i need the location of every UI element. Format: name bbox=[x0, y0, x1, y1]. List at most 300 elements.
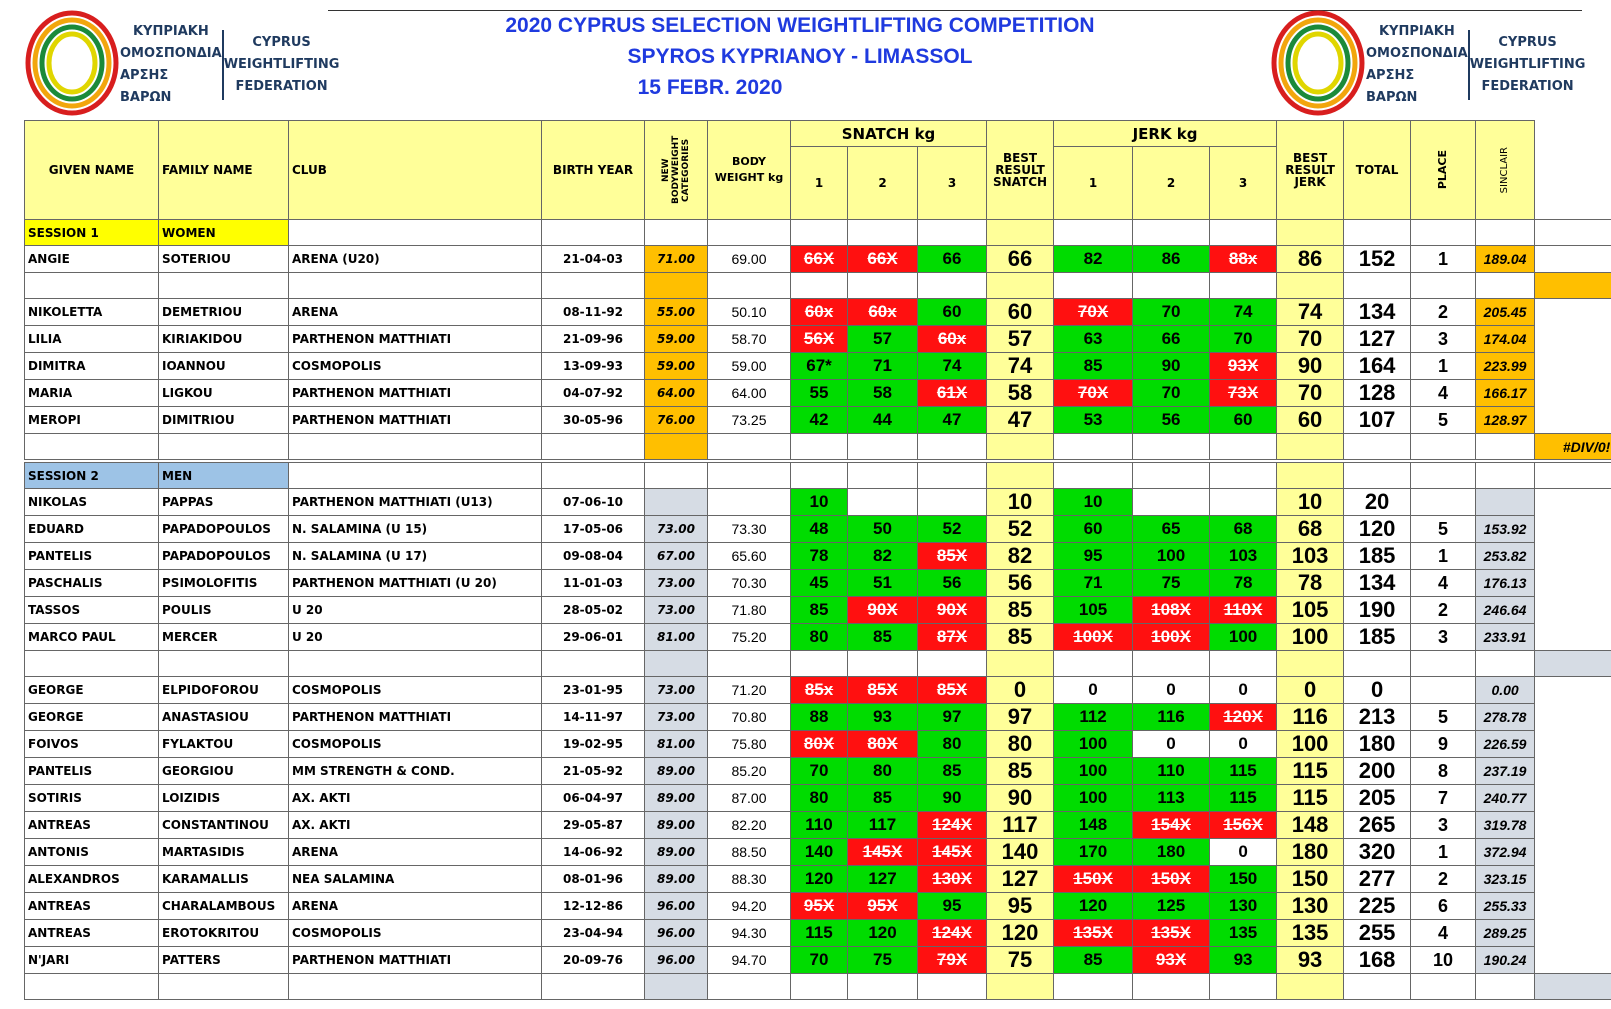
best-snatch-cell: 140 bbox=[987, 839, 1054, 866]
birth-year-cell: 30-05-96 bbox=[542, 407, 645, 434]
empty-cell bbox=[708, 273, 791, 299]
athlete-row bbox=[25, 866, 1611, 893]
best-jerk-cell: 103 bbox=[1277, 543, 1344, 570]
sinclair-cell: 323.15 bbox=[1476, 866, 1535, 893]
jerk-attempt-2: 116 bbox=[1133, 704, 1210, 731]
jerk-attempt-2: 90 bbox=[1133, 353, 1210, 380]
birth-year-cell: 17-05-06 bbox=[542, 516, 645, 543]
empty-cell bbox=[708, 220, 791, 246]
logo-english-line-3: FEDERATION bbox=[1481, 79, 1574, 94]
given-name-cell: SOTIRIS bbox=[25, 785, 159, 812]
birth-year-cell: 29-06-01 bbox=[542, 624, 645, 651]
jerk-attempt-2 bbox=[1133, 489, 1210, 516]
empty-cell bbox=[1054, 461, 1133, 489]
best-jerk-cell: 115 bbox=[1277, 758, 1344, 785]
total-cell: 128 bbox=[1344, 380, 1411, 407]
best-snatch-cell: 66 bbox=[987, 246, 1054, 273]
empty-cell bbox=[848, 273, 918, 299]
jerk-attempt-2: 154X bbox=[1133, 812, 1210, 839]
birth-year-cell: 28-05-02 bbox=[542, 597, 645, 624]
federation-logo-right bbox=[1270, 10, 1586, 116]
empty-cell bbox=[987, 651, 1054, 677]
empty-cell bbox=[25, 273, 159, 299]
snatch-attempt-2: 51 bbox=[848, 570, 918, 597]
club-cell: AX. AKTI bbox=[289, 812, 542, 839]
place-cell: 9 bbox=[1411, 731, 1476, 758]
birth-year-cell: 09-08-04 bbox=[542, 543, 645, 570]
place-cell: 4 bbox=[1411, 570, 1476, 597]
jerk-attempt-2: 0 bbox=[1133, 677, 1210, 704]
snatch-attempt-3: 47 bbox=[918, 407, 987, 434]
best-snatch-cell: 85 bbox=[987, 597, 1054, 624]
body-weight-cell: 88.30 bbox=[708, 866, 791, 893]
place-cell: 6 bbox=[1411, 893, 1476, 920]
given-name-cell: TASSOS bbox=[25, 597, 159, 624]
sinclair-cell bbox=[1535, 273, 1611, 299]
club-cell: U 20 bbox=[289, 597, 542, 624]
body-weight-cell: 71.80 bbox=[708, 597, 791, 624]
place-cell: 2 bbox=[1411, 866, 1476, 893]
given-name-cell: ANTREAS bbox=[25, 893, 159, 920]
empty-cell bbox=[708, 434, 791, 462]
club-cell: PARTHENON MATTHIATI (U 20) bbox=[289, 570, 542, 597]
family-name-cell: KARAMALLIS bbox=[159, 866, 289, 893]
jerk-attempt-1: 100 bbox=[1054, 731, 1133, 758]
empty-cell bbox=[159, 434, 289, 462]
athlete-row bbox=[25, 380, 1611, 407]
category-cell: 73.00 bbox=[645, 516, 708, 543]
snatch-attempt-2: 90X bbox=[848, 597, 918, 624]
total-cell: 277 bbox=[1344, 866, 1411, 893]
body-weight-cell: 64.00 bbox=[708, 380, 791, 407]
jerk-attempt-2: 70 bbox=[1133, 380, 1210, 407]
snatch-attempt-2: 71 bbox=[848, 353, 918, 380]
empty-cell bbox=[1277, 461, 1344, 489]
category-cell: 73.00 bbox=[645, 570, 708, 597]
header-row-groups bbox=[25, 121, 1611, 147]
empty-cell bbox=[542, 461, 645, 489]
athlete-row bbox=[25, 812, 1611, 839]
given-name-cell: MARIA bbox=[25, 380, 159, 407]
empty-cell bbox=[1535, 461, 1611, 489]
body-weight-cell: 94.20 bbox=[708, 893, 791, 920]
family-name-cell: PSIMOLOFITIS bbox=[159, 570, 289, 597]
place-cell: 5 bbox=[1411, 516, 1476, 543]
empty-cell bbox=[1411, 273, 1476, 299]
place-cell: 2 bbox=[1411, 597, 1476, 624]
empty-cell bbox=[848, 461, 918, 489]
best-snatch-cell: 82 bbox=[987, 543, 1054, 570]
empty-cell bbox=[1210, 651, 1277, 677]
snatch-attempt-3: 80 bbox=[918, 731, 987, 758]
snatch-attempt-2: 85 bbox=[848, 624, 918, 651]
empty-cell bbox=[1054, 434, 1133, 462]
empty-cell bbox=[918, 651, 987, 677]
snatch-attempt-3: 52 bbox=[918, 516, 987, 543]
jerk-attempt-3: 73X bbox=[1210, 380, 1277, 407]
empty-cell bbox=[1210, 434, 1277, 462]
empty-cell bbox=[1476, 273, 1535, 299]
empty-cell bbox=[25, 434, 159, 462]
category-cell: 55.00 bbox=[645, 299, 708, 326]
best-snatch-cell: 90 bbox=[987, 785, 1054, 812]
best-jerk-cell: 130 bbox=[1277, 893, 1344, 920]
jerk-attempt-1: 112 bbox=[1054, 704, 1133, 731]
empty-cell bbox=[848, 434, 918, 462]
birth-year-cell: 20-09-76 bbox=[542, 947, 645, 974]
total-cell: 320 bbox=[1344, 839, 1411, 866]
session-group: WOMEN bbox=[159, 220, 289, 246]
jerk-attempt-1: 150X bbox=[1054, 866, 1133, 893]
total-cell: 185 bbox=[1344, 543, 1411, 570]
best-jerk-cell: 60 bbox=[1277, 407, 1344, 434]
snatch-attempt-3: 87X bbox=[918, 624, 987, 651]
col-header-sinclair-text: SINCLAIR bbox=[1499, 146, 1511, 194]
empty-cell bbox=[1344, 651, 1411, 677]
club-cell: N. SALAMINA (U 17) bbox=[289, 543, 542, 570]
body-weight-cell: 87.00 bbox=[708, 785, 791, 812]
body-weight-cell: 85.20 bbox=[708, 758, 791, 785]
family-name-cell: IOANNOU bbox=[159, 353, 289, 380]
total-cell: 225 bbox=[1344, 893, 1411, 920]
competition-venue: SPYROS KYPRIANOY - LIMASSOL bbox=[627, 45, 973, 68]
body-weight-cell: 70.80 bbox=[708, 704, 791, 731]
athlete-row bbox=[25, 326, 1611, 353]
jerk-attempt-3: 0 bbox=[1210, 731, 1277, 758]
logo-greek-line-3: ΑΡΣΗΣ ΒΑΡΩΝ bbox=[120, 68, 172, 105]
best-snatch-cell: 117 bbox=[987, 812, 1054, 839]
body-weight-cell bbox=[708, 489, 791, 516]
total-cell: 164 bbox=[1344, 353, 1411, 380]
snatch-attempt-3: 79X bbox=[918, 947, 987, 974]
club-cell: ARENA (U20) bbox=[289, 246, 542, 273]
snatch-attempt-3: 90X bbox=[918, 597, 987, 624]
jerk-attempt-3: 93X bbox=[1210, 353, 1277, 380]
jerk-attempt-2: 93X bbox=[1133, 947, 1210, 974]
jerk-attempt-3: 74 bbox=[1210, 299, 1277, 326]
best-snatch-cell: 97 bbox=[987, 704, 1054, 731]
snatch-attempt-3: 124X bbox=[918, 920, 987, 947]
snatch-attempt-1: 48 bbox=[791, 516, 848, 543]
snatch-attempt-1: 55 bbox=[791, 380, 848, 407]
snatch-attempt-3 bbox=[918, 489, 987, 516]
body-weight-cell: 82.20 bbox=[708, 812, 791, 839]
snatch-attempt-2: 85X bbox=[848, 677, 918, 704]
jerk-attempt-3: 120X bbox=[1210, 704, 1277, 731]
snatch-attempt-2: 82 bbox=[848, 543, 918, 570]
col-header-jerk-2: 2 bbox=[1133, 147, 1210, 220]
empty-cell bbox=[987, 974, 1054, 1000]
jerk-attempt-1: 71 bbox=[1054, 570, 1133, 597]
place-cell: 5 bbox=[1411, 704, 1476, 731]
sinclair-cell: 253.82 bbox=[1476, 543, 1535, 570]
category-cell: 89.00 bbox=[645, 839, 708, 866]
family-name-cell: PAPPAS bbox=[159, 489, 289, 516]
logo-english-line-3: FEDERATION bbox=[235, 79, 328, 94]
snatch-attempt-1: 60x bbox=[791, 299, 848, 326]
snatch-attempt-2: 117 bbox=[848, 812, 918, 839]
col-header-jerk-3: 3 bbox=[1210, 147, 1277, 220]
given-name-cell: PANTELIS bbox=[25, 758, 159, 785]
snatch-attempt-1: 56X bbox=[791, 326, 848, 353]
birth-year-cell: 06-04-97 bbox=[542, 785, 645, 812]
snatch-attempt-1: 70 bbox=[791, 758, 848, 785]
club-cell: COSMOPOLIS bbox=[289, 731, 542, 758]
total-cell: 213 bbox=[1344, 704, 1411, 731]
jerk-attempt-1: 170 bbox=[1054, 839, 1133, 866]
jerk-attempt-3 bbox=[1210, 489, 1277, 516]
jerk-attempt-3: 130 bbox=[1210, 893, 1277, 920]
best-snatch-cell: 74 bbox=[987, 353, 1054, 380]
place-cell: 3 bbox=[1411, 624, 1476, 651]
logo-greek-line-3: ΑΡΣΗΣ ΒΑΡΩΝ bbox=[1366, 68, 1418, 105]
category-cell: 73.00 bbox=[645, 704, 708, 731]
snatch-attempt-2 bbox=[848, 489, 918, 516]
sinclair-cell: 226.59 bbox=[1476, 731, 1535, 758]
empty-cell bbox=[542, 974, 645, 1000]
empty-cell bbox=[542, 651, 645, 677]
empty-cell bbox=[1476, 461, 1535, 489]
category-cell: 73.00 bbox=[645, 597, 708, 624]
spacer-row bbox=[25, 434, 1611, 462]
col-header-snatch: SNATCH kg bbox=[791, 121, 987, 147]
snatch-attempt-3: 145X bbox=[918, 839, 987, 866]
athlete-row bbox=[25, 704, 1611, 731]
best-snatch-cell: 95 bbox=[987, 893, 1054, 920]
place-cell: 5 bbox=[1411, 407, 1476, 434]
category-cell: 96.00 bbox=[645, 920, 708, 947]
empty-cell bbox=[918, 220, 987, 246]
empty-cell bbox=[1054, 220, 1133, 246]
jerk-attempt-3: 156X bbox=[1210, 812, 1277, 839]
snatch-attempt-1: 80 bbox=[791, 785, 848, 812]
jerk-attempt-2: 135X bbox=[1133, 920, 1210, 947]
best-jerk-cell: 180 bbox=[1277, 839, 1344, 866]
session-row bbox=[25, 220, 1611, 246]
total-cell: 180 bbox=[1344, 731, 1411, 758]
birth-year-cell: 21-09-96 bbox=[542, 326, 645, 353]
snatch-attempt-2: 95X bbox=[848, 893, 918, 920]
family-name-cell: PAPADOPOULOS bbox=[159, 543, 289, 570]
best-jerk-cell: 74 bbox=[1277, 299, 1344, 326]
empty-cell bbox=[159, 273, 289, 299]
snatch-attempt-1: 66X bbox=[791, 246, 848, 273]
jerk-attempt-3: 88x bbox=[1210, 246, 1277, 273]
snatch-attempt-3: 90 bbox=[918, 785, 987, 812]
snatch-attempt-1: 42 bbox=[791, 407, 848, 434]
empty-cell bbox=[791, 434, 848, 462]
spacer-row bbox=[25, 974, 1611, 1000]
competition-title: 2020 CYPRUS SELECTION WEIGHTLIFTING COMPETITION bbox=[505, 14, 1095, 37]
category-cell: 81.00 bbox=[645, 731, 708, 758]
session-row bbox=[25, 461, 1611, 489]
club-cell: ARENA bbox=[289, 893, 542, 920]
total-cell: 168 bbox=[1344, 947, 1411, 974]
empty-cell bbox=[1344, 434, 1411, 462]
snatch-attempt-2: 50 bbox=[848, 516, 918, 543]
snatch-attempt-2: 93 bbox=[848, 704, 918, 731]
empty-cell bbox=[1133, 651, 1210, 677]
best-snatch-cell: 75 bbox=[987, 947, 1054, 974]
jerk-attempt-1: 70X bbox=[1054, 380, 1133, 407]
jerk-attempt-2: 65 bbox=[1133, 516, 1210, 543]
jerk-attempt-1: 100 bbox=[1054, 785, 1133, 812]
jerk-attempt-2: 100X bbox=[1133, 624, 1210, 651]
jerk-attempt-2: 110 bbox=[1133, 758, 1210, 785]
jerk-attempt-3: 115 bbox=[1210, 785, 1277, 812]
col-header-total: TOTAL bbox=[1344, 121, 1411, 220]
empty-cell bbox=[25, 974, 159, 1000]
snatch-attempt-3: 130X bbox=[918, 866, 987, 893]
empty-cell bbox=[25, 651, 159, 677]
jerk-attempt-1: 60 bbox=[1054, 516, 1133, 543]
logo-greek-line-2: ΟΜΟΣΠΟΝΔΙΑ bbox=[120, 46, 222, 61]
athlete-row bbox=[25, 624, 1611, 651]
empty-cell bbox=[708, 974, 791, 1000]
given-name-cell: MARCO PAUL bbox=[25, 624, 159, 651]
rings-logo-icon bbox=[24, 10, 120, 116]
club-cell: U 20 bbox=[289, 624, 542, 651]
jerk-attempt-1: 95 bbox=[1054, 543, 1133, 570]
jerk-attempt-3: 78 bbox=[1210, 570, 1277, 597]
total-cell: 127 bbox=[1344, 326, 1411, 353]
logo-english-line-1: CYPRUS bbox=[1498, 35, 1557, 50]
given-name-cell: DIMITRA bbox=[25, 353, 159, 380]
spacer-row bbox=[25, 273, 1611, 299]
empty-cell bbox=[1344, 974, 1411, 1000]
empty-cell bbox=[542, 220, 645, 246]
athlete-row bbox=[25, 947, 1611, 974]
snatch-attempt-3: 66 bbox=[918, 246, 987, 273]
empty-cell bbox=[289, 461, 542, 489]
total-cell: 134 bbox=[1344, 299, 1411, 326]
empty-cell bbox=[1411, 974, 1476, 1000]
athlete-row bbox=[25, 758, 1611, 785]
empty-cell bbox=[1344, 220, 1411, 246]
sinclair-cell: 174.04 bbox=[1476, 326, 1535, 353]
empty-cell bbox=[1411, 461, 1476, 489]
empty-cell bbox=[1277, 220, 1344, 246]
logo-english-line-2: WEIGHTLIFTING bbox=[223, 57, 340, 72]
family-name-cell: PAPADOPOULOS bbox=[159, 516, 289, 543]
snatch-attempt-1: 78 bbox=[791, 543, 848, 570]
col-header-place bbox=[1411, 121, 1476, 220]
sinclair-cell: 189.04 bbox=[1476, 246, 1535, 273]
snatch-attempt-1: 95X bbox=[791, 893, 848, 920]
rings-logo-icon bbox=[1270, 10, 1366, 116]
birth-year-cell: 23-01-95 bbox=[542, 677, 645, 704]
best-jerk-cell: 90 bbox=[1277, 353, 1344, 380]
total-cell: 152 bbox=[1344, 246, 1411, 273]
logo-greek-line-1: ΚΥΠΡΙΑΚΗ bbox=[1378, 24, 1455, 39]
place-cell: 1 bbox=[1411, 353, 1476, 380]
snatch-attempt-1: 85 bbox=[791, 597, 848, 624]
athlete-row bbox=[25, 677, 1611, 704]
empty-cell bbox=[1344, 273, 1411, 299]
snatch-attempt-1: 110 bbox=[791, 812, 848, 839]
snatch-attempt-3: 60 bbox=[918, 299, 987, 326]
empty-cell bbox=[1210, 220, 1277, 246]
total-cell: 190 bbox=[1344, 597, 1411, 624]
empty-cell bbox=[645, 434, 708, 462]
body-weight-cell: 75.20 bbox=[708, 624, 791, 651]
snatch-attempt-3: 56 bbox=[918, 570, 987, 597]
sinclair-cell: #DIV/0! bbox=[1535, 434, 1611, 462]
empty-cell bbox=[1411, 220, 1476, 246]
logo-english-line-1: CYPRUS bbox=[252, 35, 311, 50]
empty-cell bbox=[1277, 974, 1344, 1000]
empty-cell bbox=[1210, 974, 1277, 1000]
session-group: MEN bbox=[159, 461, 289, 489]
jerk-attempt-3: 70 bbox=[1210, 326, 1277, 353]
snatch-attempt-1: 120 bbox=[791, 866, 848, 893]
jerk-attempt-2: 70 bbox=[1133, 299, 1210, 326]
best-jerk-cell: 70 bbox=[1277, 326, 1344, 353]
category-cell: 96.00 bbox=[645, 947, 708, 974]
family-name-cell: MERCER bbox=[159, 624, 289, 651]
snatch-attempt-1: 45 bbox=[791, 570, 848, 597]
total-cell: 134 bbox=[1344, 570, 1411, 597]
snatch-attempt-2: 58 bbox=[848, 380, 918, 407]
empty-cell bbox=[645, 974, 708, 1000]
empty-cell bbox=[791, 461, 848, 489]
total-cell: 205 bbox=[1344, 785, 1411, 812]
col-header-family-name: FAMILY NAME bbox=[159, 121, 289, 220]
best-snatch-cell: 127 bbox=[987, 866, 1054, 893]
empty-cell bbox=[1210, 273, 1277, 299]
sinclair-cell: 255.33 bbox=[1476, 893, 1535, 920]
snatch-attempt-1: 88 bbox=[791, 704, 848, 731]
sinclair-cell: 176.13 bbox=[1476, 570, 1535, 597]
body-weight-cell: 75.80 bbox=[708, 731, 791, 758]
snatch-attempt-3: 85 bbox=[918, 758, 987, 785]
best-snatch-cell: 85 bbox=[987, 758, 1054, 785]
category-cell: 89.00 bbox=[645, 812, 708, 839]
birth-year-cell: 04-07-92 bbox=[542, 380, 645, 407]
col-header-sinclair bbox=[1476, 121, 1535, 220]
jerk-attempt-3: 0 bbox=[1210, 677, 1277, 704]
jerk-attempt-2: 100 bbox=[1133, 543, 1210, 570]
jerk-attempt-2: 0 bbox=[1133, 731, 1210, 758]
body-weight-cell: 70.30 bbox=[708, 570, 791, 597]
club-cell: COSMOPOLIS bbox=[289, 920, 542, 947]
empty-cell bbox=[1476, 434, 1535, 462]
empty-cell bbox=[1535, 220, 1611, 246]
best-jerk-cell: 10 bbox=[1277, 489, 1344, 516]
empty-cell bbox=[708, 461, 791, 489]
given-name-cell: N'JARI bbox=[25, 947, 159, 974]
col-header-club: CLUB bbox=[289, 121, 542, 220]
club-cell: MM STRENGTH & COND. bbox=[289, 758, 542, 785]
empty-cell bbox=[1476, 974, 1535, 1000]
birth-year-cell: 21-04-03 bbox=[542, 246, 645, 273]
col-header-place-text: PLACE bbox=[1436, 150, 1450, 190]
category-cell bbox=[645, 489, 708, 516]
snatch-attempt-1: 70 bbox=[791, 947, 848, 974]
spacer-row bbox=[25, 651, 1611, 677]
athlete-row bbox=[25, 407, 1611, 434]
family-name-cell: PATTERS bbox=[159, 947, 289, 974]
empty-cell bbox=[1277, 651, 1344, 677]
best-snatch-cell: 56 bbox=[987, 570, 1054, 597]
empty-cell bbox=[1411, 651, 1476, 677]
jerk-attempt-1: 105 bbox=[1054, 597, 1133, 624]
birth-year-cell: 14-11-97 bbox=[542, 704, 645, 731]
best-jerk-cell: 68 bbox=[1277, 516, 1344, 543]
category-cell: 89.00 bbox=[645, 785, 708, 812]
total-cell: 185 bbox=[1344, 624, 1411, 651]
athlete-row bbox=[25, 839, 1611, 866]
